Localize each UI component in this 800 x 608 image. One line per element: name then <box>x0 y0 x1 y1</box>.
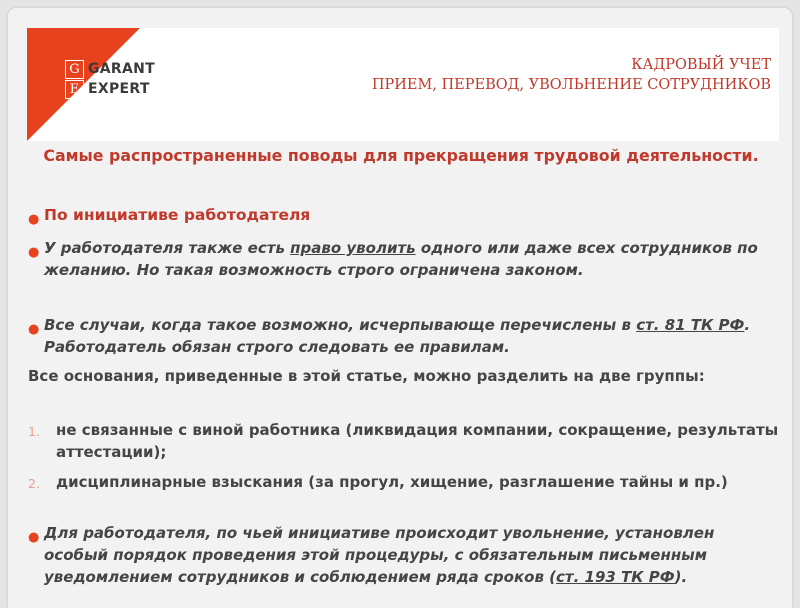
p2-text-b: . Работодатель обязан строго следовать ее правилам. <box>44 316 751 356</box>
slide-title <box>372 55 771 95</box>
paragraph-procedure <box>44 522 779 588</box>
initiative-heading: По инициативе работодателя <box>44 206 311 224</box>
paragraph-article-81 <box>44 314 774 358</box>
title-line-1: КАДРОВЫЙ УЧЕТ <box>631 57 771 73</box>
article-81-link[interactable]: ст. 81 ТК РФ <box>636 316 745 334</box>
content-heading: Самые распространенные поводы для прекращения трудовой деятельности. <box>43 146 759 165</box>
logo-letter-e: E <box>65 80 84 99</box>
list-item: не связанные с виной работника (ликвидация компании, сокращение, результаты аттестации); <box>56 421 779 461</box>
paragraph-two-groups: Все основания, приведенные в этой статье, можно разделить на две группы: <box>28 367 705 385</box>
right-to-dismiss-link[interactable]: право уволить <box>290 239 416 257</box>
paragraph-right-to-dismiss <box>44 237 774 281</box>
bullet-dot: ● <box>28 530 40 545</box>
logo-letter-g: G <box>65 60 84 79</box>
p4-text-a: Для работодателя, по чьей инициативе происходит увольнение, установлен особый порядок проведения этой процедуры, с обязательным письменным уведомлением сотрудников и соблюдением ряда сроков ( <box>44 524 715 586</box>
header-banner <box>27 28 779 141</box>
logo-expert-text: EXPERT <box>88 81 150 97</box>
p1-text-a: У работодателя также есть <box>44 239 291 257</box>
p4-text-b: ). <box>674 568 688 586</box>
logo-garant-text: GARANT <box>88 61 156 77</box>
article-193-link[interactable]: ст. 193 ТК РФ <box>556 568 675 586</box>
p2-text-a: Все случаи, когда такое возможно, исчерпывающе перечислены в <box>44 316 637 334</box>
title-line-2: ПРИЕМ, ПЕРЕВОД, УВОЛЬНЕНИЕ СОТРУДНИКОВ <box>371 77 771 93</box>
garant-expert-logo <box>65 60 205 120</box>
bullet-dot: ● <box>28 322 40 337</box>
list-number: 1. <box>28 424 40 439</box>
p1-text-b: одного или даже всех сотрудников по желанию. Но такая возможность строго ограничена законом. <box>44 239 758 279</box>
list-item: дисциплинарные взыскания (за прогул, хищение, разглашение тайны и пр.) <box>56 473 728 491</box>
slide <box>8 8 792 608</box>
list-number: 2. <box>28 476 40 491</box>
logo-company-name: ООО "ИЦ "ГарантЭксперт" <box>65 104 152 111</box>
bullet-dot: ● <box>28 245 40 260</box>
bullet-dot: ● <box>28 212 40 227</box>
